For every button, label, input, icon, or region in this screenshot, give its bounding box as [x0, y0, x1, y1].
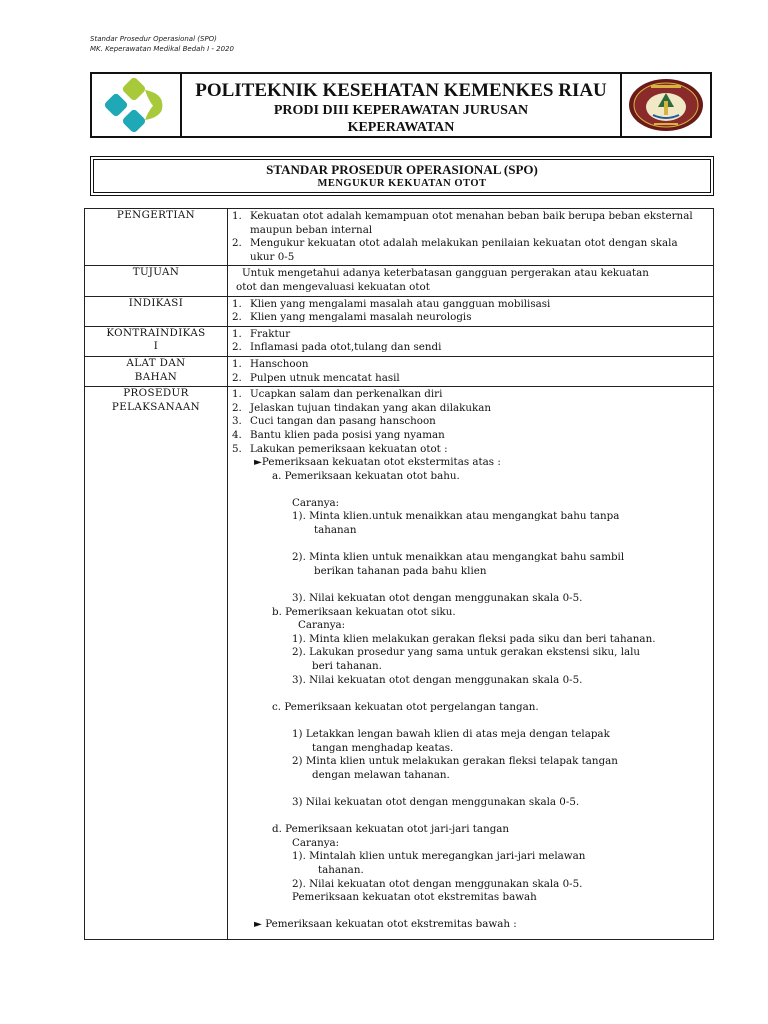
label-prosedur: PROSEDUR PELAKSANAAN	[85, 387, 228, 940]
spo-title: STANDAR PROSEDUR OPERASIONAL (SPO)	[266, 162, 538, 177]
label-alat-bahan: ALAT DAN BAHAN	[85, 356, 228, 386]
institution-name: POLITEKNIK KESEHATAN KEMENKES RIAU	[195, 80, 607, 101]
left-logo-cell	[92, 74, 182, 136]
row-pengertian	[85, 209, 714, 266]
list-item: 4. Bantu klien pada posisi yang nyaman	[232, 428, 445, 441]
spo-table	[84, 208, 714, 940]
list-item: 1. Ucapkan salam dan perkenalkan diri	[232, 388, 443, 401]
list-item: 2. Mengukur kekuatan otot adalah melakukan penilaian kekuatan otot dengan skala ukur 0-5	[232, 237, 678, 263]
section-c-title: c. Pemeriksaan kekuatan otot pergelangan tangan.	[272, 700, 539, 713]
header-title-block	[182, 74, 620, 136]
spo-subtitle: MENGUKUR KEKUATAN OTOT	[317, 178, 487, 189]
running-header-line2: MK. Keperawatan Medikal Bedah I - 2020	[90, 45, 234, 53]
institution-header	[90, 72, 712, 138]
list-item: 3. Cuci tangan dan pasang hanschoon	[232, 415, 436, 428]
row-indikasi	[85, 296, 714, 326]
prodi-line-1: PRODI DIII KEPERAWATAN JURUSAN	[273, 103, 529, 118]
right-logo-cell	[620, 74, 710, 136]
row-tujuan	[85, 266, 714, 296]
tujuan-line-2: otot dan mengevaluasi kekuatan otot	[236, 280, 430, 293]
label-indikasi: INDIKASI	[85, 296, 228, 326]
list-item: 5. Lakukan pemeriksaan kekuatan otot :	[232, 442, 448, 455]
label-kontraindikasi: KONTRAINDIKAS I	[85, 326, 228, 356]
row-prosedur: PROSEDUR PELAKSANAAN 1. Ucapkan salam dan perkenalkan diri 2. Jelaskan tujuan tindakan yang akan dilakukan 3. Cuci tangan dan pasang hanschoon 4. Bantu klien pada posisi yang nyaman 5. Lakukan pemeriksaan kekuatan otot : ►Pemeriksaan kekuatan otot ekstermitas atas : a. Pemeriksaan kekuatan otot bahu. Caranya: 1). Minta klien.untuk menaikkan atau mengangkat bahu tanpa tahanan 2). Minta klien untuk menaikkan atau mengangkat bahu sambil berikan tahanan pada bahu klien 3). Nilai kekuatan otot dengan menggunakan skala 0-5. b. Pemeriksaan kekuatan otot siku. Caranya: 1). Minta klien melakukan gerakan fleksi pada siku dan beri tahanan. 2). Lakukan prosedur yang sama untuk gerakan ekstensi siku, lalu beri tahanan. 3). Nilai kekuatan otot dengan menggunakan skala 0-5. c. Pemeriksaan kekuatan otot pergelangan tangan. 1) Letakkan lengan bawah klien di atas meja dengan telapak tangan menghadap keatas. 2) Minta klien untuk melakukan gerakan fleksi telapak tangan dengan melawan tahanan. 3) Nilai kekuatan otot dengan menggunakan skala 0-5. d. Pemeriksaan kekuatan otot jari-jari tangan Caranya: 1). Mintalah klien untuk meregangkan jari-jari melawan tahanan. 2). Nilai kekuatan otot dengan menggunakan skala 0-5. Pemeriksaan kekuatan otot ekstremitas bawah ► Pemeriksaan kekuatan otot ekstremitas bawah :	[85, 387, 714, 940]
spo-title-box	[90, 156, 714, 196]
tujuan-line-1: Untuk mengetahui adanya keterbatasan gangguan pergerakan atau kekuatan	[242, 267, 649, 280]
list-item: 2. Pulpen utnuk mencatat hasil	[232, 371, 400, 384]
prosedur-steps	[232, 388, 705, 456]
list-item: 1. Kekuatan otot adalah kemampuan otot menahan beban baik berupa beban eksternal maupun beban internal	[232, 210, 693, 236]
list-item: 1. Hanschoon	[232, 357, 309, 370]
row-kontraindikasi	[85, 326, 714, 356]
running-header-line1: Standar Prosedur Operasional (SPO)	[90, 35, 217, 43]
running-header	[90, 34, 234, 54]
pengertian-list	[232, 210, 705, 264]
list-item: 2. Klien yang mengalami masalah neurologis	[232, 311, 472, 324]
kemenkes-logo-icon	[101, 78, 171, 132]
poltekkes-riau-emblem-icon	[627, 77, 705, 133]
list-item: 1. Fraktur	[232, 327, 291, 340]
list-item: 2. Jelaskan tujuan tindakan yang akan dilakukan	[232, 401, 492, 414]
section-b-title: b. Pemeriksaan kekuatan otot siku.	[272, 605, 456, 618]
ekstremitas-bawah-heading: ► Pemeriksaan kekuatan otot ekstremitas bawah :	[254, 918, 517, 931]
prodi-line-2: KEPERAWATAN	[347, 120, 455, 135]
section-d-title: d. Pemeriksaan kekuatan otot jari-jari tangan	[272, 823, 510, 836]
section-a-title: a. Pemeriksaan kekuatan otot bahu.	[272, 469, 460, 482]
label-tujuan: TUJUAN	[85, 266, 228, 296]
label-pengertian: PENGERTIAN	[85, 209, 228, 266]
row-alat-bahan	[85, 356, 714, 386]
ekstremitas-atas-heading: ►Pemeriksaan kekuatan otot ekstermitas atas :	[254, 456, 501, 469]
list-item: 1. Klien yang mengalami masalah atau gangguan mobilisasi	[232, 297, 551, 310]
list-item: 2. Inflamasi pada otot,tulang dan sendi	[232, 341, 442, 354]
